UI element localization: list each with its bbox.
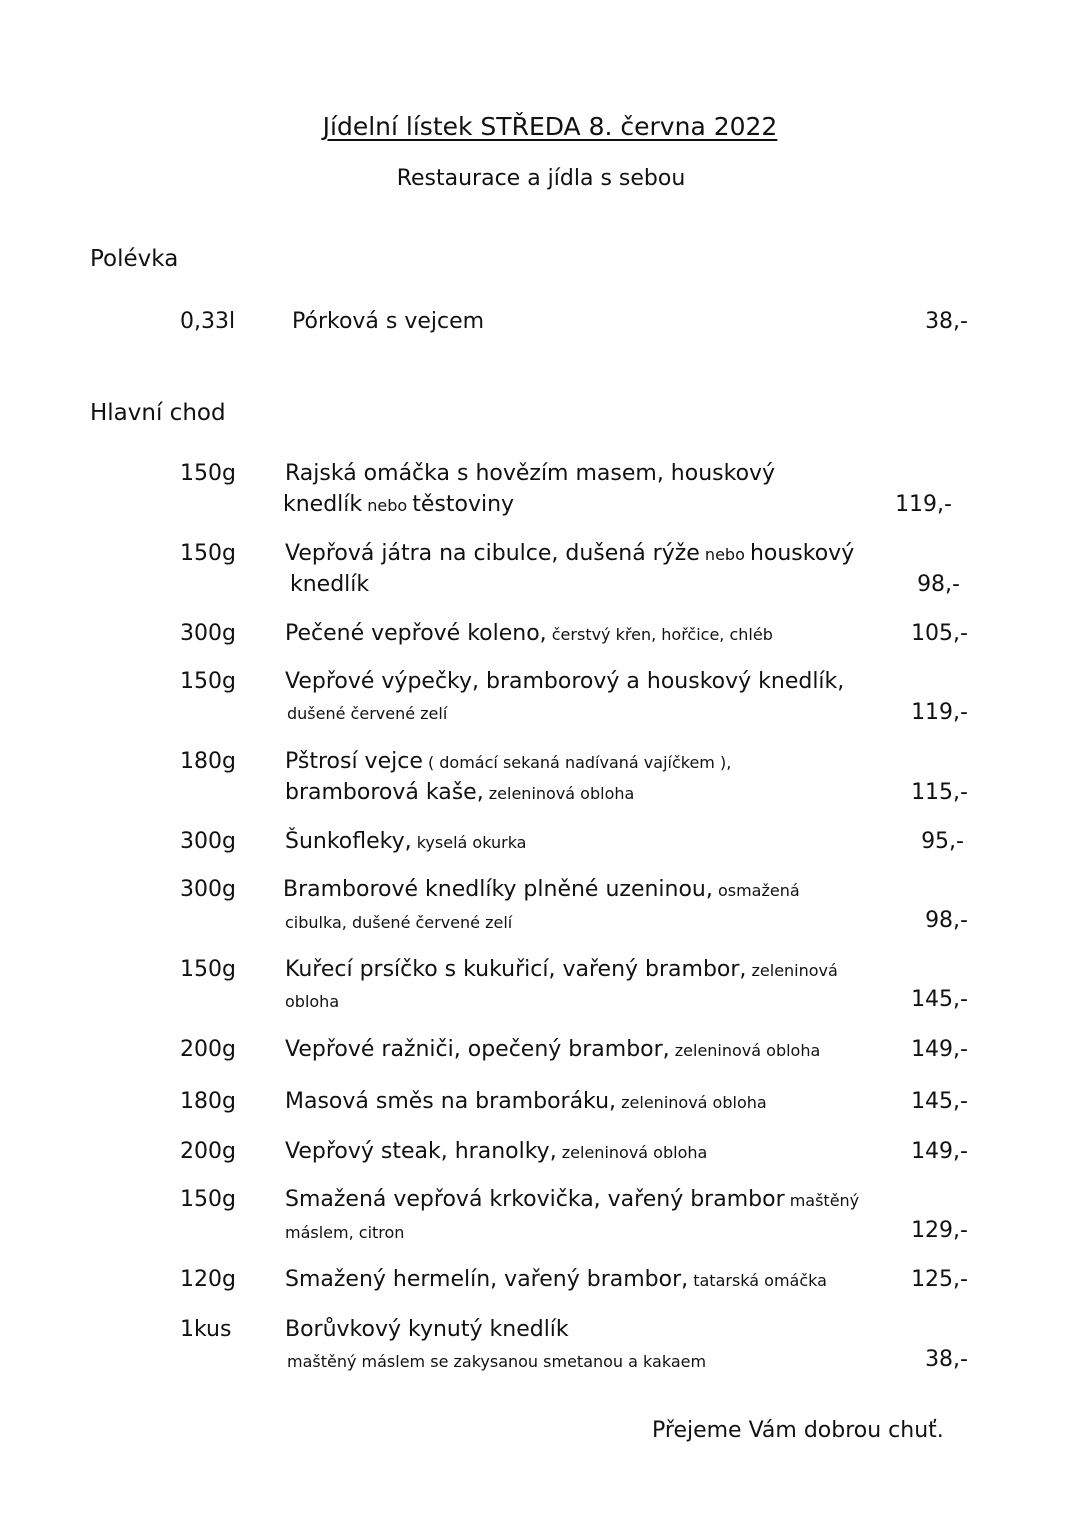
item-name-line2: knedlík: [290, 572, 370, 597]
item-name: Smažený hermelín, vařený brambor, tatarská omáčka: [285, 1267, 827, 1292]
item-qty: 150g: [180, 669, 236, 694]
menu-title: Jídelní lístek STŘEDA 8. června 2022: [322, 112, 778, 141]
item-name: Borůvkový kynutý knedlík: [285, 1317, 569, 1342]
item-name-line2: máslem, citron: [285, 1223, 405, 1242]
item-name: Rajská omáčka s hovězím masem, houskový: [285, 461, 776, 486]
item-price: 129,-: [911, 1218, 968, 1243]
menu-subtitle: Restaurace a jídla s sebou: [396, 166, 686, 191]
item-price: 38,-: [925, 1347, 968, 1372]
item-name: Pštrosí vejce ( domácí sekaná nadívaná vajíčkem ),: [285, 749, 732, 774]
item-name-line2: maštěný máslem se zakysanou smetanou a kakaem: [287, 1352, 707, 1371]
item-price: 105,-: [911, 621, 968, 646]
item-qty: 150g: [180, 461, 236, 486]
item-name: Kuřecí prsíčko s kukuřicí, vařený brambor, zeleninová: [285, 957, 838, 982]
item-price: 98,-: [925, 908, 968, 933]
item-name: Smažená vepřová krkovička, vařený brambor maštěný: [285, 1187, 860, 1212]
item-price: 145,-: [911, 1089, 968, 1114]
item-price: 119,-: [895, 492, 952, 517]
item-name-line2: obloha: [285, 992, 340, 1011]
item-qty: 300g: [180, 877, 236, 902]
item-name: Vepřová játra na cibulce, dušená rýže nebo houskový: [285, 541, 855, 566]
item-qty: 300g: [180, 621, 236, 646]
item-qty: 300g: [180, 829, 236, 854]
item-qty: 150g: [180, 1187, 236, 1212]
section-heading-soup: Polévka: [90, 246, 179, 272]
item-qty: 1kus: [180, 1317, 232, 1342]
item-price: 115,-: [911, 780, 968, 805]
item-name-line2: dušené červené zelí: [287, 704, 448, 723]
item-name: Pečené vepřové koleno, čerstvý křen, hořčice, chléb: [285, 621, 773, 646]
item-name-line2: knedlík nebo těstoviny: [283, 492, 515, 517]
item-price: 149,-: [911, 1037, 968, 1062]
item-qty: 180g: [180, 749, 236, 774]
item-qty: 120g: [180, 1267, 236, 1292]
item-price: 149,-: [911, 1139, 968, 1164]
item-qty: 200g: [180, 1037, 236, 1062]
item-price: 145,-: [911, 987, 968, 1012]
item-name: Vepřový steak, hranolky, zeleninová obloha: [285, 1139, 708, 1164]
section-heading-main: Hlavní chod: [90, 400, 226, 426]
item-name-line2: cibulka, dušené červené zelí: [285, 913, 513, 932]
item-qty: 150g: [180, 957, 236, 982]
item-price: 95,-: [921, 829, 964, 854]
item-qty: 200g: [180, 1139, 236, 1164]
item-name: Vepřové ražniči, opečený brambor, zeleninová obloha: [285, 1037, 821, 1062]
item-price: 119,-: [911, 700, 968, 725]
item-name: Šunkofleky, kyselá okurka: [285, 829, 527, 854]
item-price: 98,-: [917, 572, 960, 597]
item-name: Bramborové knedlíky plněné uzeninou, osmažená: [283, 877, 800, 902]
item-name: Vepřové výpečky, bramborový a houskový knedlík,: [285, 669, 845, 694]
item-price: 125,-: [911, 1267, 968, 1292]
soup-name: Pórková s vejcem: [292, 309, 485, 334]
item-qty: 150g: [180, 541, 236, 566]
item-name: Masová směs na bramboráku, zeleninová obloha: [285, 1089, 767, 1114]
soup-price: 38,-: [925, 309, 968, 334]
soup-qty: 0,33l: [180, 309, 236, 334]
item-qty: 180g: [180, 1089, 236, 1114]
closing-greeting: Přejeme Vám dobrou chuť.: [652, 1418, 944, 1443]
item-name-line2: bramborová kaše, zeleninová obloha: [285, 780, 635, 805]
